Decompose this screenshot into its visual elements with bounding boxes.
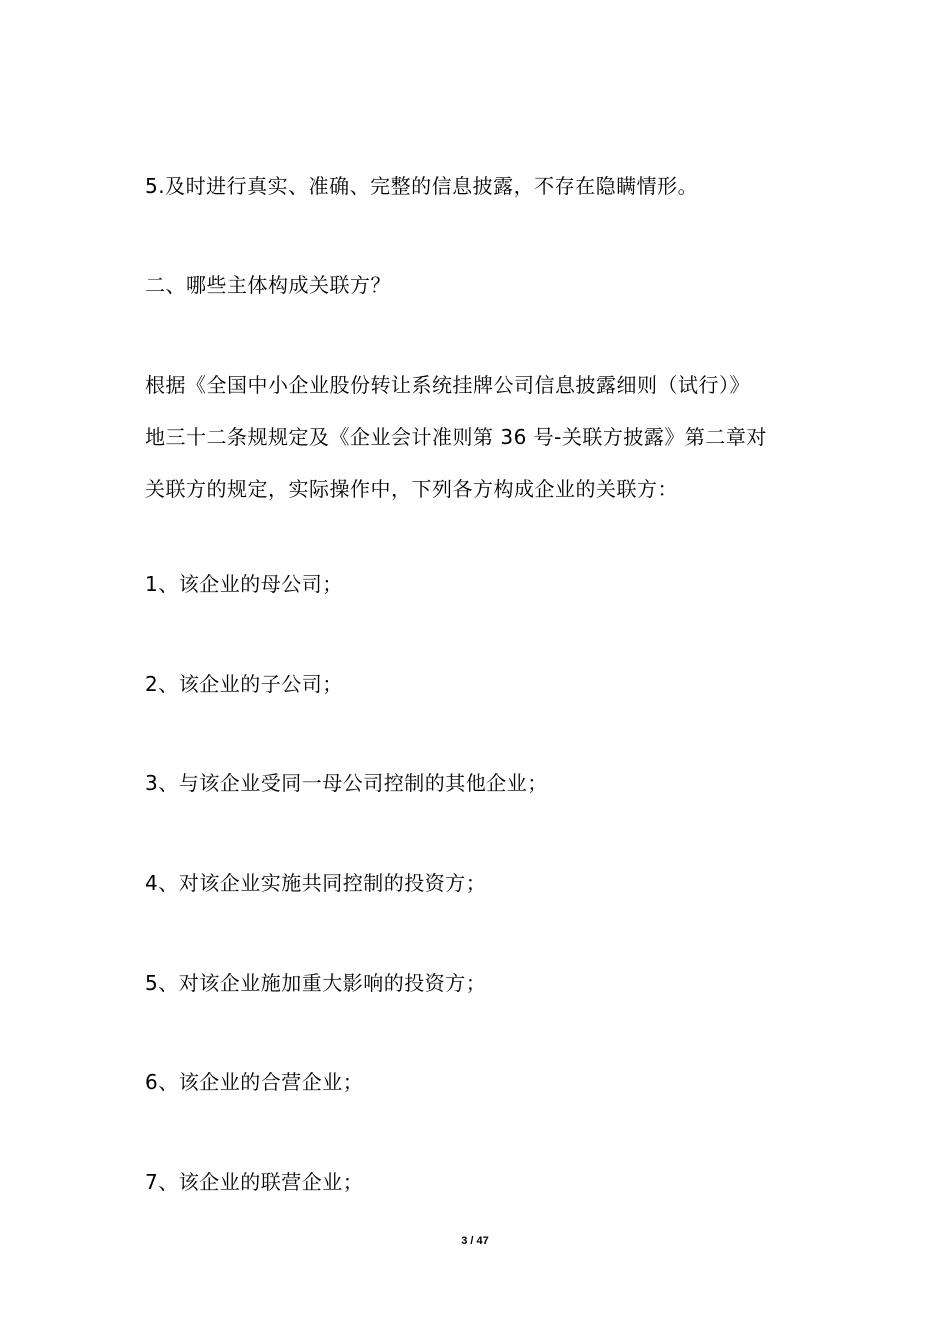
list-item: 6、该企业的合营企业；	[145, 1070, 364, 1094]
list-item: 4、对该企业实施共同控制的投资方；	[145, 871, 487, 895]
intro-line: 根据《全国中小企业股份转让系统挂牌公司信息披露细则（试行）》	[145, 373, 750, 397]
list-item: 3、与该企业受同一母公司控制的其他企业；	[145, 771, 548, 795]
intro-line: 地三十二条规规定及《企业会计准则第 36 号-关联方披露》第二章对	[145, 425, 767, 449]
list-item: 5、对该企业施加重大影响的投资方；	[145, 971, 487, 995]
list-item: 2、该企业的子公司；	[145, 672, 343, 696]
paragraph-disclosure: 5.及时进行真实、准确、完整的信息披露，不存在隐瞒情形。	[145, 174, 699, 198]
intro-line: 关联方的规定，实际操作中，下列各方构成企业的关联方：	[145, 477, 678, 501]
section-heading-related-parties: 二、哪些主体构成关联方？	[145, 273, 391, 297]
list-item: 7、该企业的联营企业；	[145, 1170, 364, 1194]
page-number: 3 / 47	[461, 1235, 489, 1247]
list-item: 1、该企业的母公司；	[145, 572, 343, 596]
